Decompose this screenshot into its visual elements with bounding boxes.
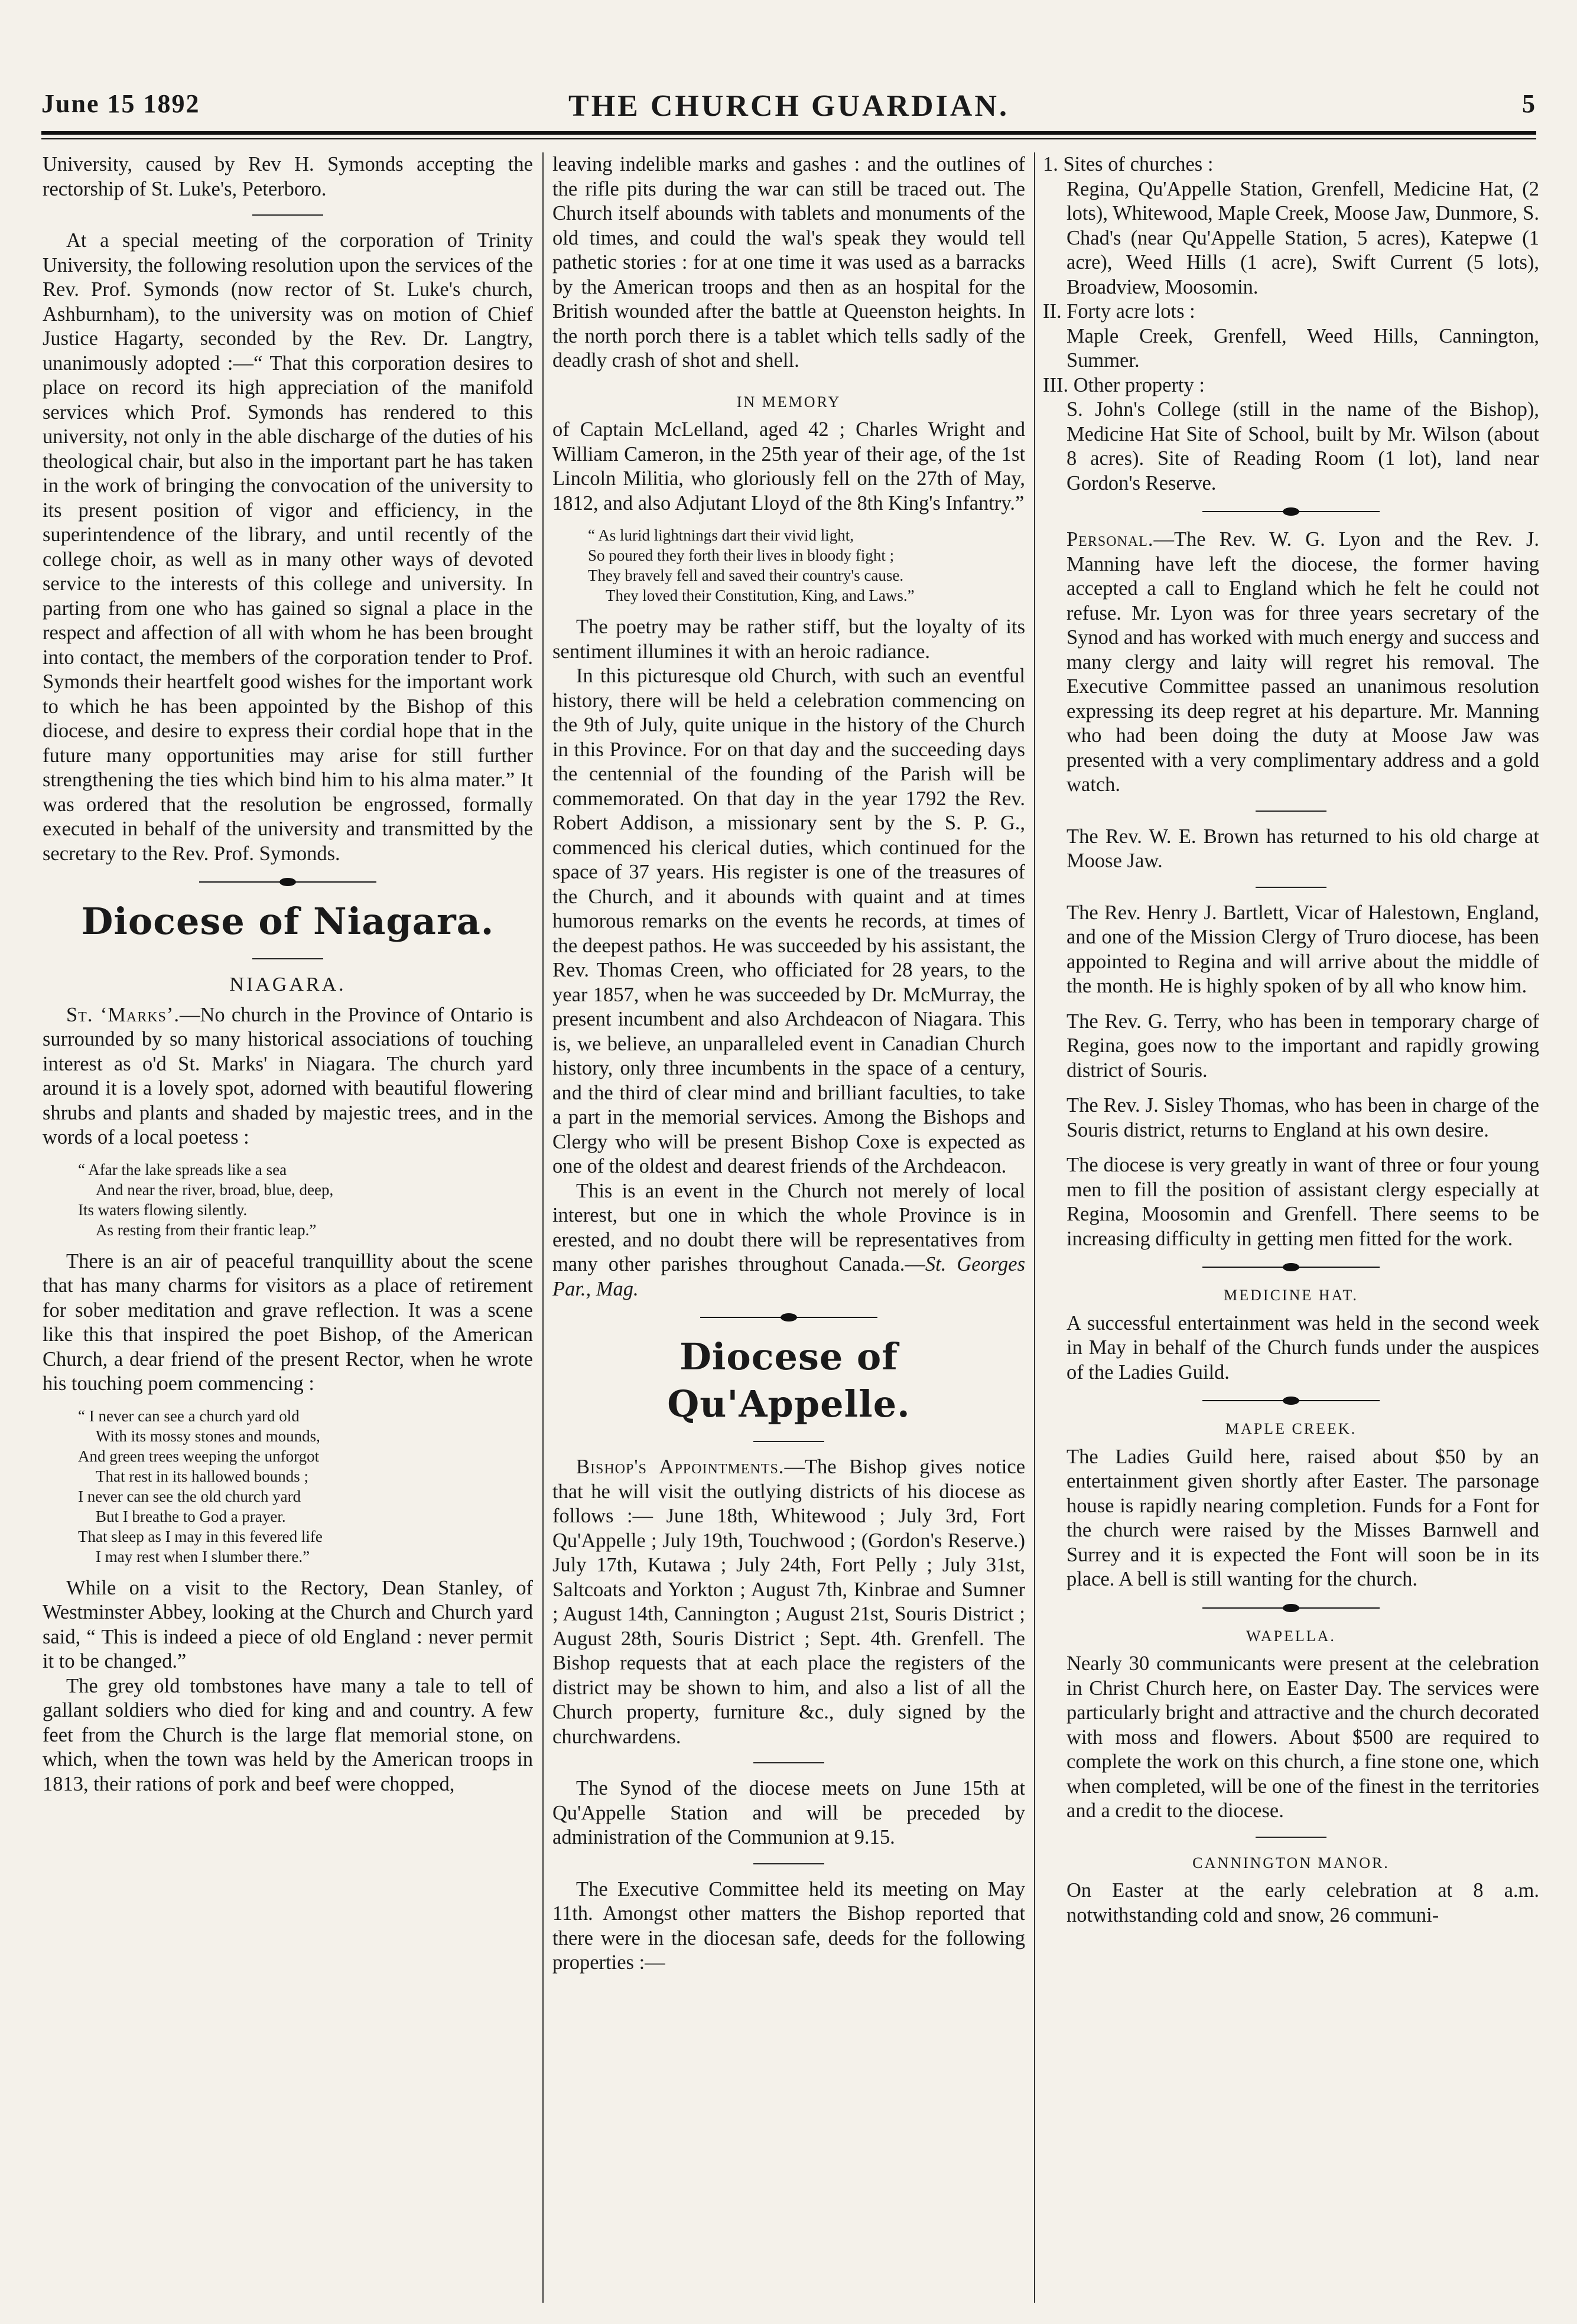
verse-line: “ I never can see a church yard old [78, 1407, 300, 1425]
section-heading: MEDICINE HAT. [1224, 1287, 1358, 1304]
paragraph: University, caused by Rev H. Symonds accepting the rectorship of St. Luke's, Peterboro. [43, 153, 533, 200]
ornament-divider [700, 1313, 877, 1322]
paragraph: The Synod of the diocese meets on June 15th at Qu'Appelle Station and will be preceded by administration of the Communion at 9.15. [552, 1777, 1025, 1848]
column-2 [552, 152, 1025, 2303]
paragraph: The poetry may be rather stiff, but the loyalty of its sentiment illumines it with an heroic radiance. [552, 616, 1025, 663]
verse-line: And near the river, broad, blue, deep, [96, 1180, 334, 1199]
paragraph: The grey old tombstones have many a tale to tell of gallant soldiers who died for king and and country. A few feet from the Church is the large flat memorial stone, on which, when the town was held by the American troops in 1813, their rations of pork and beef were chopped, [43, 1674, 533, 1795]
diocese-heading: Diocese of Qu'Appelle. [667, 1335, 911, 1425]
section-heading: MAPLE CREEK. [1225, 1420, 1357, 1437]
memorial-heading: IN MEMORY [736, 393, 841, 411]
section-rule [1256, 811, 1326, 812]
section-rule [753, 1863, 824, 1864]
newspaper-title: THE CHURCH GUARDIAN. [568, 89, 1009, 123]
column-3 [1043, 152, 1539, 2303]
verse-line: They loved their Constitution, King, and Laws.” [606, 587, 915, 604]
paragraph: The Rev. G. Terry, who has been in temporary charge of Regina, goes now to the important and rapidly growing district of Souris. [1066, 1010, 1539, 1082]
section-heading: CANNINGTON MANOR. [1192, 1854, 1390, 1871]
section-rule [252, 958, 323, 959]
paragraph: The Rev. W. E. Brown has returned to his old charge at Moose Jaw. [1066, 825, 1539, 872]
verse-line: Its waters flowing silently. [78, 1200, 248, 1219]
page-number: 5 [1522, 89, 1536, 118]
paragraph-lead: Bishop's Appointments. [576, 1456, 785, 1478]
verse-line: “ As lurid lightnings dart their vivid light, [588, 526, 854, 544]
paragraph-lead: Personal. [1066, 528, 1154, 551]
ornament-divider [1202, 1263, 1380, 1271]
paragraph-text: —The Rev. W. G. Lyon and the Rev. J. Manning have left the diocese, the former having accepted a call to England which he felt he could not refuse. Mr. Lyon was for three years secretary of the Synod and has worked with much energy and success and many clergy and laity will regret his removal. The Executive Committee passed an unanimous resolution expressing its deep regret at his departure. Mr. Manning who had been doing the duty at Moose Jaw was presented with a very complimentary address and a gold watch. [1066, 528, 1539, 796]
paragraph-lead: St. ‘Marks’. [66, 1003, 180, 1026]
paragraph: While on a visit to the Rectory, Dean Stanley, of Westminster Abbey, looking at the Church and Church yard said, “ This is indeed a piece of old England : never permit it to be changed.” [43, 1576, 533, 1672]
verse-line: That rest in its hallowed bounds ; [96, 1467, 308, 1485]
source-citation: St. Georges Par., Mag. [552, 1253, 1025, 1300]
ornament-divider [1202, 1604, 1380, 1612]
verse-line: But I breathe to God a prayer. [96, 1507, 286, 1525]
masthead-rule [41, 131, 1536, 135]
paragraph: The Rev. Henry J. Bartlett, Vicar of Halestown, England, and one of the Mission Clergy of Truro diocese, has been appointed to Regina and will arrive about the middle of the month. He is highly spoken of by all who know him. [1066, 901, 1539, 997]
verse-line: I may rest when I slumber there.” [96, 1547, 310, 1565]
paragraph: The Rev. J. Sisley Thomas, who has been in charge of the Souris district, returns to England at his own desire. [1066, 1094, 1539, 1141]
paragraph: leaving indelible marks and gashes : and the outlines of the rifle pits during the war can still be traced out. The Church itself abounds with tablets and monuments of the old times, and could the wal's speak they would tell pathetic stories : for at one time it was used as a barracks by the American troops and then as an hospital for the British wounded after the battle at Queenston heights. In the north porch there is a tablet which tells sadly of the deadly crash of shot and shell. [552, 153, 1025, 372]
section-rule [252, 214, 323, 216]
masthead [41, 89, 1536, 130]
paragraph: The diocese is very greatly in want of three or four young men to fill the position of assistant clergy especially at Regina, Moosomin and Grenfell. There seems to be increasing difficulty in getting men fitted for the work. [1066, 1154, 1539, 1250]
masthead-rule-thin [41, 138, 1536, 139]
verse [78, 1406, 533, 1567]
paragraph: In this picturesque old Church, with such an eventful history, there will be held a celebration commencing on the 9th of July, quite unique in the history of the Church in this Province. For on that day and the succeeding days the centennial of the founding of the Parish will be commemorated. On that day in the year 1792 the Rev. Robert Addison, a missionary sent by the S. P. G., commenced his clerical duties, which continued for the space of 37 years. His register is one of the treasures of the Church, and it abounds with quaint and at times humorous remarks on the events he records, at times of the deepest pathos. He was succeeded by his assistant, the Rev. Thomas Creen, who officiated for 28 years, to the year 1857, when he was succeeded by Dr. McMurray, the present incumbent and also Archdeacon of Niagara. This is, we believe, an unparalleled event in Canadian Church history, only three incumbents in the space of a century, and the third of clear mind and brilliant faculties, to take a part in the memorial services. Among the Bishops and Clergy who will be present Bishop Coxe is expected as one of the oldest and dearest friends of the Archdeacon. [552, 665, 1025, 1177]
paragraph [552, 1179, 1025, 1302]
section-rule [753, 1441, 824, 1442]
verse [78, 1160, 533, 1240]
list-text: S. John's College (still in the name of the Bishop), Medicine Hat Site of School, built by Mr. Wilson (about 8 acres). Site of Reading Room (1 lot), land near Gordon's Reserve. [1066, 398, 1539, 494]
verse [588, 525, 1025, 606]
column-1 [43, 152, 533, 2303]
diocese-heading: Diocese of Niagara. [81, 900, 495, 943]
paragraph: The Ladies Guild here, raised about $50 by an entertainment given shortly after Easter. The parsonage house is rapidly nearing completion. Funds for a Font for the church were raised by the Misses Barnwell and Surrey and it is expected the Font will soon be in its place. A bell is still wanting for the church. [1066, 1445, 1539, 1590]
verse-line: And green trees weeping the unforgot [78, 1447, 320, 1465]
column-divider [1034, 152, 1035, 2303]
verse-line: With its mossy stones and mounds, [96, 1427, 320, 1445]
paragraph-text: —No church in the Province of Ontario is surrounded by so many historical associations of touching interest as o'd St. Marks' in Niagara. The church yard around it is a lovely spot, adorned with beautiful flowering shrubs and plants and shaded by majestic trees, and in the words of a local poetess : [43, 1003, 533, 1148]
list-text: Maple Creek, Grenfell, Weed Hills, Cannington, Summer. [1066, 324, 1539, 372]
paragraph: The Executive Committee held its meeting on May 11th. Amongst other matters the Bishop reported that there were in the diocesan safe, deeds for the following properties :— [552, 1877, 1025, 1974]
issue-date: June 15 1892 [41, 89, 200, 118]
verse-line: They bravely fell and saved their country's cause. [588, 567, 904, 584]
paragraph: A successful entertainment was held in the second week in May in behalf of the Church funds under the auspices of the Ladies Guild. [1066, 1311, 1539, 1384]
column-divider [542, 152, 544, 2303]
section-heading: WAPELLA. [1246, 1627, 1336, 1645]
paragraph [43, 1003, 533, 1150]
ornament-divider [1202, 1397, 1380, 1405]
list-heading: 1. Sites of churches : [1043, 153, 1214, 175]
list-text: Regina, Qu'Appelle Station, Grenfell, Medicine Hat, (2 lots), Whitewood, Maple Creek, Moose Jaw, Dunmore, S. Chad's (near Qu'Appelle Station, 5 acres), Katepwe (1 acre), Weed Hills (1 acre), Swift Current (5 lots), Broadview, Moosomin. [1066, 177, 1539, 298]
verse-line: As resting from their frantic leap.” [96, 1220, 317, 1239]
paragraph: At a special meeting of the corporation of Trinity University, the following resolution upon the services of the Rev. Prof. Symonds (now rector of St. Luke's church, Ashburnham), to the university was on motion of Chief Justice Hagarty, seconded by the Rev. Dr. Langtry, unanimously adopted :—“ That this corporation desires to place on record its high appreciation of the manifold services which Prof. Symonds has rendered to this university, not only in the able discharge of the duties of his theological chair, but also in the important part he has taken in the work of bringing the convocation of the university to its present position of vigor and efficiency, in the superintendence of the library, and until recently of the college choir, as well as in many other ways of devoted service to the interests of this college and university. In parting from one who has gained so signal a place in the respect and affection of all with whom he has been brought into contact, the members of the corporation tender to Prof. Symonds their heartfelt good wishes for the important work to which he has been appointed by the Bishop of this diocese, and desire to express their cordial hope that in the future many opportunities may arise for still further strengthening the ties which bind him to his alma mater.” It was ordered that the resolution be engrossed, formally executed in behalf of the university and transmitted by the secretary to the Rev. Prof. Symonds. [43, 229, 533, 865]
paragraph: On Easter at the early celebration at 8 a.m. notwithstanding cold and snow, 26 communi- [1066, 1879, 1539, 1926]
section-rule [1256, 1837, 1326, 1838]
section-rule [753, 1762, 824, 1763]
memorial-text: of Captain McLelland, aged 42 ; Charles Wright and William Cameron, in the 25th year of their age, of the 1st Lincoln Militia, who gloriously fell on the 27th of May, 1812, and also Adjutant Lloyd of the 8th King's Infantry.” [552, 418, 1025, 515]
paragraph [1043, 528, 1539, 798]
paragraph: Nearly 30 communicants were present at the celebration in Christ Church here, on Easter Day. The services were particularly bright and attractive and the church decorated with moss and flowers. About $500 are required to complete the work on this church, a fine stone one, which when completed, will be one of the finest in the territories and a credit to the diocese. [1066, 1652, 1539, 1822]
verse-line: So poured they forth their lives in bloody fight ; [588, 546, 895, 564]
ornament-divider [199, 878, 376, 886]
verse-line: “ Afar the lake spreads like a sea [78, 1160, 287, 1179]
ornament-divider [1202, 507, 1380, 516]
verse-line: That sleep as I may in this fevered life [78, 1527, 323, 1545]
section-rule [1256, 887, 1326, 888]
paragraph-text: This is an event in the Church not merely of local interest, but one in which the whole Province is in erested, and no doubt there will be representatives from many other parishes throughout Canada.— [552, 1179, 1025, 1275]
verse-line: I never can see the old church yard [78, 1487, 301, 1505]
section-heading: NIAGARA. [229, 974, 346, 995]
paragraph [552, 1455, 1025, 1749]
paragraph-text: —The Bishop gives notice that he will visit the outlying districts of his diocese as follows :— June 18th, Whitewood ; July 3rd, Fort Qu'Appelle ; July 19th, Touchwood ; (Gordon's Reserve.) July 17th, Kutawa ; July 24th, Fort Pelly ; July 31st, Saltcoats and Yorkton ; August 7th, Kinbrae and Sumner ; August 14th, Cannington ; August 21st, Souris District ; August 28th, Souris District ; Sept. 4th. Grenfell. The Bishop requests that at each place the registers of the district may be shown to him, and also a list of all the Church property, furniture &c., duly signed by the churchwardens. [552, 1456, 1025, 1748]
list-heading: II. Forty acre lots : [1043, 300, 1195, 323]
paragraph: There is an air of peaceful tranquillity about the scene that has many charms for visitors as a place of retirement for sober meditation and grave reflection. It was a scene like this that inspired the poet Bishop, of the American Church, a dear friend of the present Rector, when he wrote his touching poem commencing : [43, 1249, 533, 1395]
list-heading: III. Other property : [1043, 373, 1205, 396]
